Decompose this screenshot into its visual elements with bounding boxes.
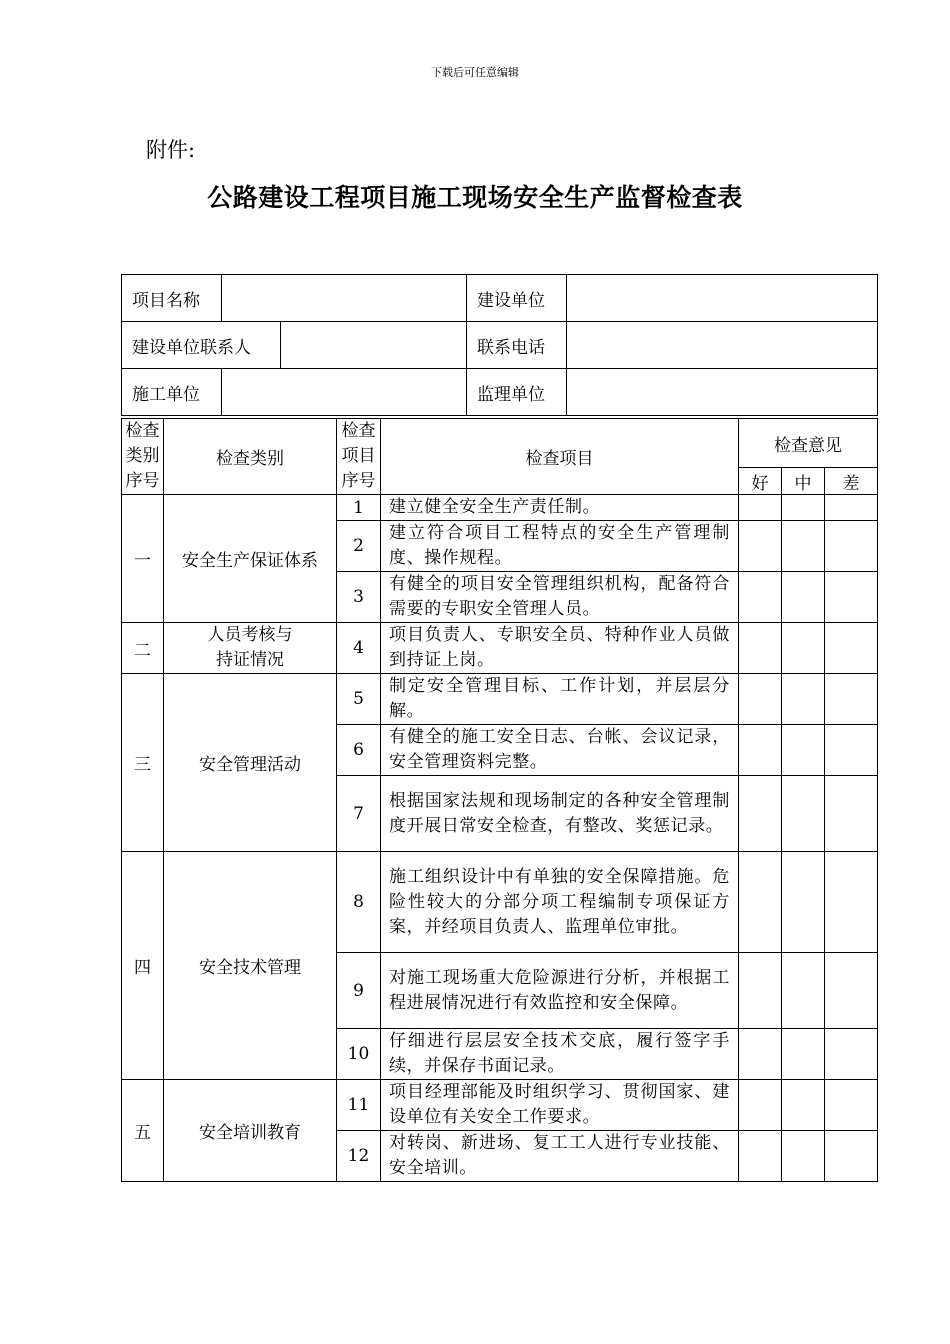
item-no: 12 [337,1131,381,1182]
header-cat-no [122,419,164,495]
check-medium[interactable] [782,495,825,521]
header-item-no [337,419,381,495]
category-name-line1: 人员考核与 [207,625,293,645]
item-text: 根据国家法规和现场制定的各种安全管理制度开展日常安全检查，有整改、奖惩记录。 [381,776,739,852]
check-medium[interactable] [782,725,825,776]
header-opinion: 检查意见 [739,419,878,468]
item-text: 仔细进行层层安全技术交底，履行签字手续，并保存书面记录。 [381,1029,739,1080]
category-name: 安全培训教育 [164,1080,337,1182]
item-text: 有健全的项目安全管理组织机构，配备符合需要的专职安全管理人员。 [381,572,739,623]
item-no: 2 [337,521,381,572]
info-row-project [122,275,878,322]
check-medium[interactable] [782,1080,825,1131]
build-unit-label: 建设单位 [467,275,567,322]
check-good[interactable] [739,1131,782,1182]
table-row [122,623,878,674]
category-name-line2: 持证情况 [216,650,284,670]
project-name-label: 项目名称 [122,275,222,322]
check-good[interactable] [739,1080,782,1131]
item-no: 1 [337,495,381,521]
header-poor: 差 [825,468,878,495]
check-good[interactable] [739,1029,782,1080]
item-no: 5 [337,674,381,725]
category-no: 二 [122,623,164,674]
check-poor[interactable] [825,572,878,623]
item-text: 对转岗、新进场、复工工人进行专业技能、安全培训。 [381,1131,739,1182]
check-good[interactable] [739,776,782,852]
category-name: 安全技术管理 [164,852,337,1080]
header-cat: 检查类别 [164,419,337,495]
check-good[interactable] [739,572,782,623]
item-text: 建立健全安全生产责任制。 [381,495,739,521]
info-table [121,274,878,416]
item-no: 9 [337,953,381,1029]
item-no: 8 [337,852,381,953]
header-medium: 中 [782,468,825,495]
category-no: 一 [122,495,164,623]
check-poor[interactable] [825,725,878,776]
check-poor[interactable] [825,495,878,521]
phone-label: 联系电话 [467,322,567,369]
project-name-field[interactable] [222,275,467,322]
check-poor[interactable] [825,1080,878,1131]
item-text: 施工组织设计中有单独的安全保障措施。危险性较大的分部分项工程编制专项保证方案，并经项目负责人、监理单位审批。 [381,852,739,953]
item-text: 制定安全管理目标、工作计划，并层层分解。 [381,674,739,725]
category-name: 安全生产保证体系 [164,495,337,623]
table-row [122,852,878,953]
check-poor[interactable] [825,852,878,953]
category-name [164,623,337,674]
check-good[interactable] [739,623,782,674]
category-name: 安全管理活动 [164,674,337,852]
item-no: 11 [337,1080,381,1131]
contact-label: 建设单位联系人 [122,322,281,369]
category-no: 五 [122,1080,164,1182]
header-item-no-text: 检查项目序号 [341,421,376,491]
check-good[interactable] [739,953,782,1029]
check-medium[interactable] [782,623,825,674]
check-poor[interactable] [825,953,878,1029]
item-no: 10 [337,1029,381,1080]
check-medium[interactable] [782,852,825,953]
header-item: 检查项目 [381,419,739,495]
check-medium[interactable] [782,776,825,852]
check-good[interactable] [739,495,782,521]
phone-field[interactable] [567,322,878,369]
item-no: 3 [337,572,381,623]
info-row-construction [122,369,878,416]
check-medium[interactable] [782,521,825,572]
check-poor[interactable] [825,776,878,852]
item-no: 7 [337,776,381,852]
item-text: 有健全的施工安全日志、台帐、会议记录，安全管理资料完整。 [381,725,739,776]
item-no: 6 [337,725,381,776]
item-no: 4 [337,623,381,674]
construction-unit-field[interactable] [222,369,467,416]
item-text: 项目经理部能及时组织学习、贯彻国家、建设单位有关安全工作要求。 [381,1080,739,1131]
construction-unit-label: 施工单位 [122,369,222,416]
contact-field[interactable] [281,322,467,369]
header-row-1 [122,419,878,468]
inspection-table [121,418,878,1182]
attachment-label: 附件: [146,138,196,162]
table-row [122,495,878,521]
build-unit-field[interactable] [567,275,878,322]
check-poor[interactable] [825,1131,878,1182]
supervision-unit-label: 监理单位 [467,369,567,416]
check-poor[interactable] [825,623,878,674]
check-poor[interactable] [825,674,878,725]
header-cat-no-text: 检查类别序号 [125,421,160,491]
table-row [122,674,878,725]
check-good[interactable] [739,725,782,776]
check-medium[interactable] [782,572,825,623]
supervision-unit-field[interactable] [567,369,878,416]
check-poor[interactable] [825,521,878,572]
table-row [122,1080,878,1131]
item-text: 对施工现场重大危险源进行分析，并根据工程进展情况进行有效监控和安全保障。 [381,953,739,1029]
header-good: 好 [739,468,782,495]
item-text: 建立符合项目工程特点的安全生产管理制度、操作规程。 [381,521,739,572]
category-no: 三 [122,674,164,852]
check-good[interactable] [739,521,782,572]
category-no: 四 [122,852,164,1080]
check-medium[interactable] [782,674,825,725]
check-medium[interactable] [782,1029,825,1080]
check-poor[interactable] [825,1029,878,1080]
check-good[interactable] [739,674,782,725]
header-note: 下载后可任意编辑 [431,66,519,79]
page-title: 公路建设工程项目施工现场安全生产监督检查表 [207,183,743,212]
check-medium[interactable] [782,1131,825,1182]
item-text: 项目负责人、专职安全员、特种作业人员做到持证上岗。 [381,623,739,674]
check-medium[interactable] [782,953,825,1029]
info-row-contact [122,322,878,369]
check-good[interactable] [739,852,782,953]
